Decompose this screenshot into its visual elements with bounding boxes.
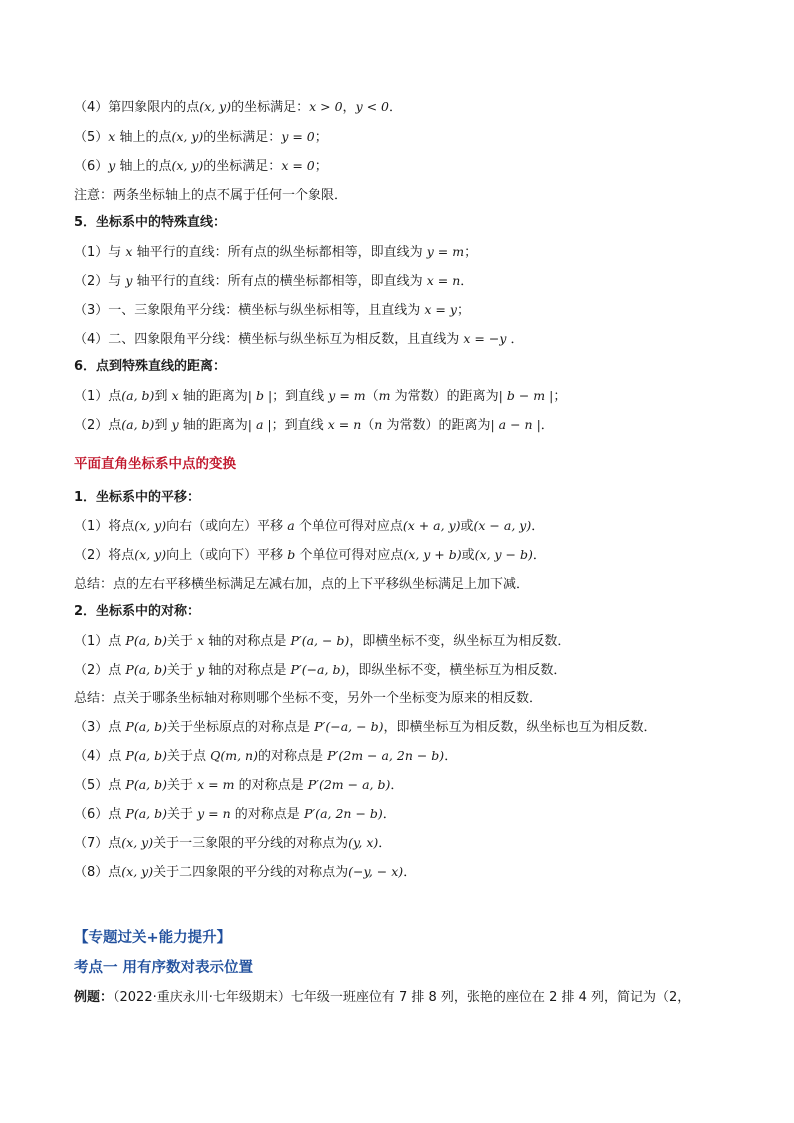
text-run: 关于 <box>166 634 198 649</box>
math-expression: P′(−a, b) <box>290 662 346 677</box>
math-expression: P′(a, 2n − b) <box>303 806 383 821</box>
text-run: （2）点 <box>74 418 122 433</box>
text-run: 轴上的点 <box>115 159 172 174</box>
text-run: ； <box>464 245 478 260</box>
text-run: （4）第四象限内的点 <box>74 100 200 115</box>
math-expression: x = n <box>327 417 362 432</box>
text-run: 总结：点的左右平移横坐标满足左减右加，点的上下平移纵坐标满足上加下减． <box>74 577 530 592</box>
text-run: ． <box>460 274 474 289</box>
math-expression: x <box>108 129 116 144</box>
text-run: ； <box>314 159 328 174</box>
text-run: 个单位可得对应点 <box>295 548 404 563</box>
math-expression: (x, y) <box>134 547 167 562</box>
math-expression: (x, y) <box>171 158 204 173</box>
text-run: ． <box>444 749 458 764</box>
math-expression: y = 0 <box>281 129 315 144</box>
text-run: （1）将点 <box>74 519 135 534</box>
math-expression: (x, y − b) <box>474 547 533 562</box>
math-expression: x = y <box>424 302 457 317</box>
text-run: 关于 <box>166 778 198 793</box>
text-run: 平面直角坐标系中点的变换 <box>74 456 236 472</box>
math-expression: (x, y + b) <box>403 547 462 562</box>
text-run: （2022·重庆永川·七年级期末）七年级一班座位有 7 排 8 列，张艳的座位在 2 排 4 列，简记为（2， <box>113 990 691 1005</box>
text-run: 5．坐标系中的特殊直线： <box>74 215 227 230</box>
text-run: 总结：点关于哪条坐标轴对称则哪个坐标不变，另外一个坐标变为原来的相反数． <box>74 691 543 706</box>
math-expression: y = n <box>197 806 231 821</box>
text-run: （ <box>361 418 375 433</box>
text-run: 轴平行的直线：所有点的横坐标都相等，即直线为 <box>132 274 427 289</box>
math-expression: m <box>378 388 391 403</box>
text-run: 个单位可得对应点 <box>294 519 403 534</box>
text-run: （5）点 <box>74 778 126 793</box>
math-expression: (x, y) <box>121 835 154 850</box>
math-expression: (a, b) <box>121 388 155 403</box>
text-run: 或 <box>460 519 474 534</box>
math-expression: P′(2m − a, b) <box>307 777 391 792</box>
body-line <box>74 272 473 291</box>
math-expression: (−y, − x) <box>348 864 404 879</box>
math-expression: | a − n | <box>490 417 541 432</box>
math-expression: P(a, b) <box>125 806 167 821</box>
math-expression: P(a, b) <box>125 633 167 648</box>
text-run: ，即横坐标互为相反数，纵坐标也互为相反数． <box>383 720 657 735</box>
text-run: 关于二四象限的平分线的对称点为 <box>153 865 349 880</box>
text-run: 2．坐标系中的对称： <box>74 604 201 619</box>
body-line <box>74 517 544 536</box>
body-line <box>74 661 566 680</box>
text-run: （6）点 <box>74 807 126 822</box>
math-expression: (x + a, y) <box>402 518 461 533</box>
text-run: ． <box>390 778 404 793</box>
math-expression: P(a, b) <box>125 777 167 792</box>
body-line <box>74 747 457 766</box>
text-run: 的对称点是 <box>257 749 328 764</box>
text-run: ． <box>531 519 545 534</box>
body-line <box>74 98 402 117</box>
text-run: 关于 <box>166 663 198 678</box>
math-expression: y < 0 <box>355 99 389 114</box>
text-run: ． <box>403 865 417 880</box>
example-label: 例题： <box>74 990 114 1005</box>
text-run: 关于点 <box>166 749 211 764</box>
text-run: 到 <box>154 389 172 404</box>
math-expression: P(a, b) <box>125 719 167 734</box>
body-line <box>74 243 477 262</box>
text-run: ； <box>456 303 470 318</box>
text-run: （ <box>365 389 379 404</box>
text-run: ；到直线 <box>271 418 328 433</box>
body-line <box>74 546 546 565</box>
text-run: 轴的对称点是 <box>204 634 291 649</box>
body-line <box>74 387 566 406</box>
body-line <box>74 157 328 176</box>
math-expression: x = 0 <box>281 158 315 173</box>
text-run: ， <box>342 100 356 115</box>
topic-heading <box>74 959 253 977</box>
math-expression: y <box>108 158 116 173</box>
text-run: 的坐标满足： <box>203 159 282 174</box>
topic-heading <box>74 929 231 947</box>
body-line <box>74 776 403 795</box>
body-line <box>74 416 554 435</box>
text-run: ，即横坐标不变，纵坐标互为相反数． <box>349 634 571 649</box>
text-run: 或 <box>461 548 475 563</box>
text-run: （2）将点 <box>74 548 135 563</box>
body-line <box>74 330 524 349</box>
section-heading <box>74 489 200 507</box>
math-expression: P(a, b) <box>125 662 167 677</box>
text-run: （8）点 <box>74 865 122 880</box>
math-expression: (x, y) <box>121 864 154 879</box>
subject-heading <box>74 455 236 473</box>
text-run: 轴平行的直线：所有点的纵坐标都相等，即直线为 <box>132 245 427 260</box>
text-run: 【专题过关+能力提升】 <box>74 930 232 946</box>
body-line <box>74 690 542 708</box>
section-heading <box>74 358 226 376</box>
math-expression: | a | <box>247 417 272 432</box>
body-line <box>74 128 328 147</box>
math-expression: a <box>287 518 295 533</box>
math-expression: (a, b) <box>121 417 155 432</box>
text-run: 轴的对称点是 <box>204 663 291 678</box>
text-run: ． <box>382 807 396 822</box>
text-run: ． <box>506 332 524 347</box>
text-run: （2）点 <box>74 663 126 678</box>
math-expression: x <box>171 388 179 403</box>
text-run: 考点一 用有序数对表示位置 <box>74 960 254 976</box>
text-run: （4）点 <box>74 749 126 764</box>
text-run: （1）与 <box>74 245 126 260</box>
math-expression: x <box>125 244 133 259</box>
math-expression: (x, y) <box>171 129 204 144</box>
math-expression: P′(−a, − b) <box>314 719 384 734</box>
text-run: 向右（或向左）平移 <box>166 519 288 534</box>
text-run: 为常数）的距离为 <box>390 389 499 404</box>
text-run: 注意：两条坐标轴上的点不属于任何一个象限． <box>74 188 348 203</box>
text-run: （3）点 <box>74 720 126 735</box>
body-line <box>74 718 656 737</box>
text-run: 的坐标满足： <box>203 130 282 145</box>
text-run: ． <box>540 418 554 433</box>
text-run: 轴的距离为 <box>178 418 248 433</box>
text-run: 的对称点是 <box>234 778 308 793</box>
math-expression: | b − m | <box>498 388 554 403</box>
text-run: 6．点到特殊直线的距离： <box>74 359 227 374</box>
body-line <box>74 576 529 594</box>
section-heading <box>74 603 200 621</box>
text-run: ． <box>532 548 546 563</box>
text-run: （1）点 <box>74 389 122 404</box>
text-run: ，即纵坐标不变，横坐标互为相反数． <box>345 663 567 678</box>
math-expression: x = n <box>426 273 461 288</box>
text-run: 的坐标满足： <box>231 100 310 115</box>
section-heading <box>74 214 226 232</box>
math-expression: P′(a, − b) <box>290 633 350 648</box>
math-expression: n <box>374 417 383 432</box>
math-expression: x = m <box>197 777 235 792</box>
body-line <box>74 187 347 205</box>
body-line <box>74 834 391 853</box>
math-expression: y = m <box>426 244 465 259</box>
text-run: ；到直线 <box>272 389 329 404</box>
text-run: ； <box>553 389 567 404</box>
text-run: （6） <box>74 159 109 174</box>
text-run: （3）一、三象限角平分线：横坐标与纵坐标相等，且直线为 <box>74 303 425 318</box>
math-expression: (x − a, y) <box>473 518 532 533</box>
body-line <box>74 805 396 824</box>
text-run: ； <box>314 130 328 145</box>
text-run: 为常数）的距离为 <box>382 418 491 433</box>
math-expression: | b | <box>247 388 273 403</box>
text-run: （2）与 <box>74 274 126 289</box>
math-expression: P(a, b) <box>125 748 167 763</box>
body-line <box>74 989 690 1007</box>
math-expression: y <box>125 273 133 288</box>
text-run: ． <box>389 100 403 115</box>
math-expression: x > 0 <box>309 99 343 114</box>
math-expression: x <box>197 633 205 648</box>
math-expression: P′(2m − a, 2n − b) <box>327 748 445 763</box>
math-expression: Q(m, n) <box>210 748 258 763</box>
text-run: 的对称点是 <box>230 807 304 822</box>
text-run: （4）二、四象限角平分线：横坐标与纵坐标互为相反数，且直线为 <box>74 332 464 347</box>
text-run: 到 <box>154 418 172 433</box>
text-run: （1）点 <box>74 634 126 649</box>
math-expression: (x, y) <box>134 518 167 533</box>
text-run: 1．坐标系中的平移： <box>74 490 201 505</box>
text-run: ． <box>378 836 392 851</box>
math-expression: (y, x) <box>348 835 379 850</box>
text-run: 向上（或向下）平移 <box>166 548 288 563</box>
text-run: 关于一三象限的平分线的对称点为 <box>153 836 349 851</box>
text-run: （5） <box>74 130 109 145</box>
body-line <box>74 632 570 651</box>
body-line <box>74 863 416 882</box>
math-expression: y <box>171 417 179 432</box>
text-run: 关于 <box>166 807 198 822</box>
math-expression: y <box>197 662 205 677</box>
math-expression: y = m <box>328 388 366 403</box>
text-run: 关于坐标原点的对称点是 <box>166 720 315 735</box>
math-expression: b <box>287 547 296 562</box>
text-run: （7）点 <box>74 836 122 851</box>
math-expression: x = −y <box>463 331 507 346</box>
body-line <box>74 301 470 320</box>
text-run: 轴上的点 <box>115 130 172 145</box>
text-run: 轴的距离为 <box>178 389 248 404</box>
math-expression: (x, y) <box>199 99 232 114</box>
